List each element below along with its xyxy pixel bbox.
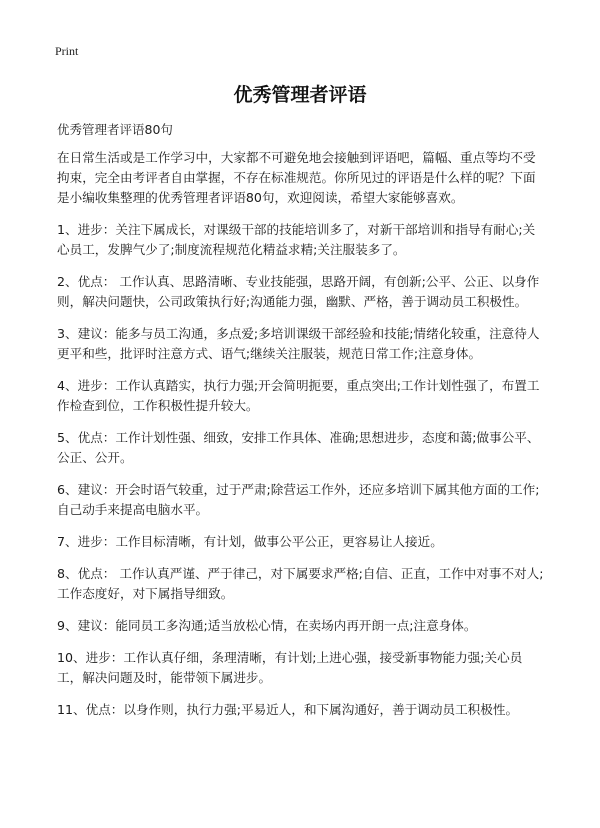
comment-item-3: 3、建议：能多与员工沟通，多点爱;多培训课级干部经验和技能;情绪化较重，注意待人更平和些，批评时注意方式、语气;继续关注服装，规范日常工作;注意身体。 bbox=[57, 326, 540, 361]
comment-item-1: 1、进步：关注下属成长，对课级干部的技能培训多了，对新干部培训和指导有耐心;关心员工，发脾气少了;制度流程规范化精益求精;关注服装多了。 bbox=[57, 222, 536, 257]
comment-item-7: 7、进步：工作目标清晰，有计划，做事公平公正，更容易让人接近。 bbox=[57, 534, 443, 549]
comment-item-4: 4、进步：工作认真踏实，执行力强;开会简明扼要，重点突出;工作计划性强了，布置工作检查到位，工作积极性提升较大。 bbox=[57, 378, 540, 413]
document-subtitle: 优秀管理者评语80句 bbox=[57, 122, 173, 137]
comment-item-6: 6、建议：开会时语气较重，过于严肃;除营运工作外，还应多培训下属其他方面的工作;自己动手来提高电脑水平。 bbox=[57, 482, 540, 517]
comment-item-11: 11、优点：以身作则，执行力强;平易近人，和下属沟通好，善于调动员工积极性。 bbox=[57, 702, 519, 717]
comment-item-10: 10、进步：工作认真仔细，条理清晰，有计划;上进心强，接受新事物能力强;关心员工，解决问题及时，能带领下属进步。 bbox=[57, 650, 523, 685]
comment-item-2: 2、优点： 工作认真、思路清晰、专业技能强，思路开阔，有创新;公平、公正、以身作则，解决问题快，公司政策执行好;沟通能力强，幽默、严格，善于调动员工积极性。 bbox=[57, 274, 540, 309]
print-link[interactable]: Print bbox=[55, 44, 79, 58]
document-body bbox=[57, 148, 547, 732]
comment-item-5: 5、优点：工作计划性强、细致，安排工作具体、准确;思想进步，态度和蔼;做事公平、公正、公开。 bbox=[57, 430, 540, 465]
document-title: 优秀管理者评语 bbox=[233, 84, 367, 106]
comment-item-8: 8、优点： 工作认真严谨、严于律己，对下属要求严格;自信、正直，工作中对事不对人;工作态度好，对下属指导细致。 bbox=[57, 566, 544, 601]
intro-paragraph: 在日常生活或是工作学习中，大家都不可避免地会接触到评语吧，篇幅、重点等均不受拘束，完全由考评者自由掌握，不存在标准规范。你所见过的评语是什么样的呢？下面是小编收集整理的优秀管理者评语80句，欢迎阅读，希望大家能够喜欢。 bbox=[57, 150, 536, 205]
comment-item-9: 9、建议：能同员工多沟通;适当放松心情，在卖场内再开朗一点;注意身体。 bbox=[57, 618, 477, 633]
